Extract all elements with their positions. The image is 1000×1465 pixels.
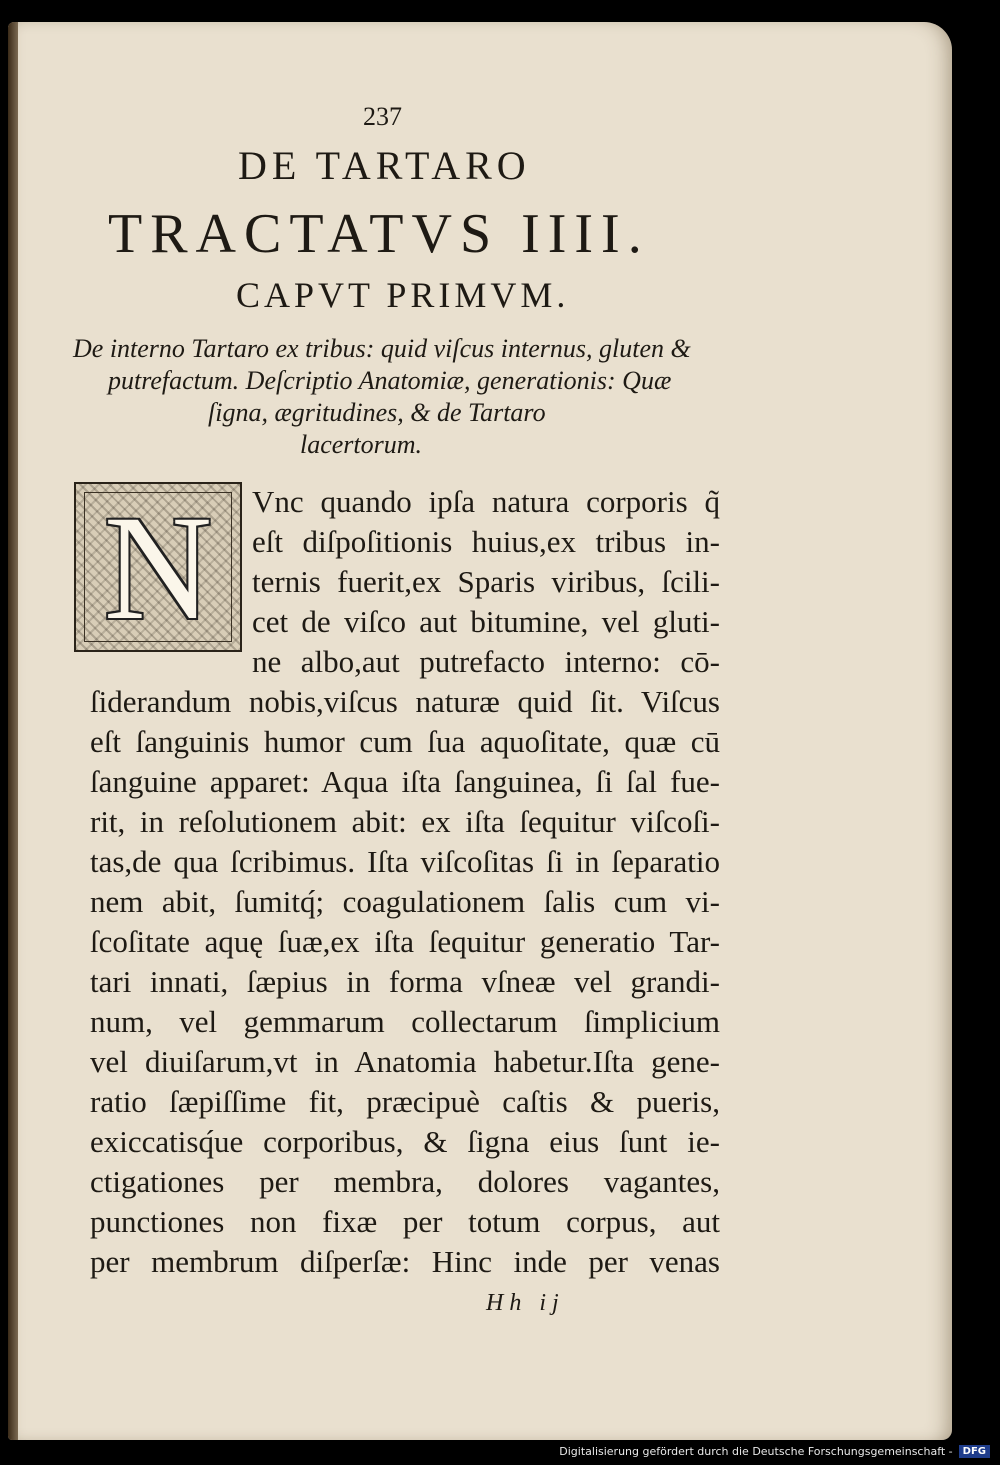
body-line: tari innati, ſæpius in forma vſneæ vel grandi- <box>90 964 720 999</box>
chapter-heading: CAPVT PRIMVM. <box>236 275 570 315</box>
body-line: punctiones non fixæ per totum corpus, aut <box>90 1204 720 1239</box>
body-line: vel diuiſarum,vt in Anatomia habetur.Iſta gene- <box>90 1044 720 1079</box>
body-line: cet de viſco aut bitumine, vel gluti- <box>252 604 720 639</box>
body-line: nem abit, ſumitq́; coagulationem ſalis cum vi- <box>90 884 720 919</box>
summary-line: ſigna, ægritudines, & de Tartaro <box>208 398 546 427</box>
body-line: per membrum diſperſæ: Hinc inde per venas <box>90 1244 720 1279</box>
digitization-footer <box>559 1442 990 1460</box>
body-line: tas,de qua ſcribimus. Iſta viſcoſitas ſi in ſeparatio <box>90 844 720 879</box>
body-line: exiccatisq́ue corporibus, & ſigna eius ſunt ie- <box>90 1124 720 1159</box>
dfg-logo-icon: DFG <box>959 1445 990 1458</box>
decorated-initial <box>74 482 242 652</box>
page-number: 237 <box>363 102 402 131</box>
page-spine-shadow <box>8 22 18 1440</box>
title-line-2: TRACTATVS IIII. <box>108 203 650 265</box>
body-line: rit, in reſolutionem abit: ex iſta ſequitur viſcoſi- <box>90 804 720 839</box>
body-line: ne albo,aut putrefacto interno: cō- <box>252 644 720 679</box>
title-line-1: DE TARTARO <box>238 143 531 188</box>
body-line: num, vel gemmarum collectarum ſimplicium <box>90 1004 720 1039</box>
body-line: ſanguine apparet: Aqua iſta ſanguinea, ſi ſal fue- <box>90 764 720 799</box>
summary-line: De interno Tartaro ex tribus: quid viſcus internus, gluten & <box>73 334 691 363</box>
body-line: eſt diſpoſitionis huius,ex tribus in- <box>252 524 720 559</box>
summary-line: lacertorum. <box>300 430 423 459</box>
body-line: Vnc quando ipſa natura corporis q̃ <box>252 484 720 519</box>
body-line: eſt ſanguinis humor cum ſua aquoſitate, quæ cū <box>90 724 720 759</box>
body-line: ſcoſitate aquę ſuæ,ex iſta ſequitur generatio Tar- <box>90 924 720 959</box>
initial-letter: N <box>103 485 213 651</box>
summary-line: putrefactum. Deſcriptio Anatomiæ, generationis: Quæ <box>108 366 672 395</box>
book-page <box>8 22 952 1440</box>
signature-mark: Hh ij <box>486 1290 565 1316</box>
body-line: ſiderandum nobis,viſcus naturæ quid ſit. Viſcus <box>90 684 720 719</box>
footer-text: Digitalisierung gefördert durch die Deutsche Forschungsgemeinschaft - <box>559 1444 953 1458</box>
body-line: ratio ſæpiſſime fit, præcipuè caſtis & pueris, <box>90 1084 720 1119</box>
body-line: ctigationes per membra, dolores vagantes, <box>90 1164 720 1199</box>
body-line: ternis fuerit,ex Sparis viribus, ſcili- <box>252 564 720 599</box>
